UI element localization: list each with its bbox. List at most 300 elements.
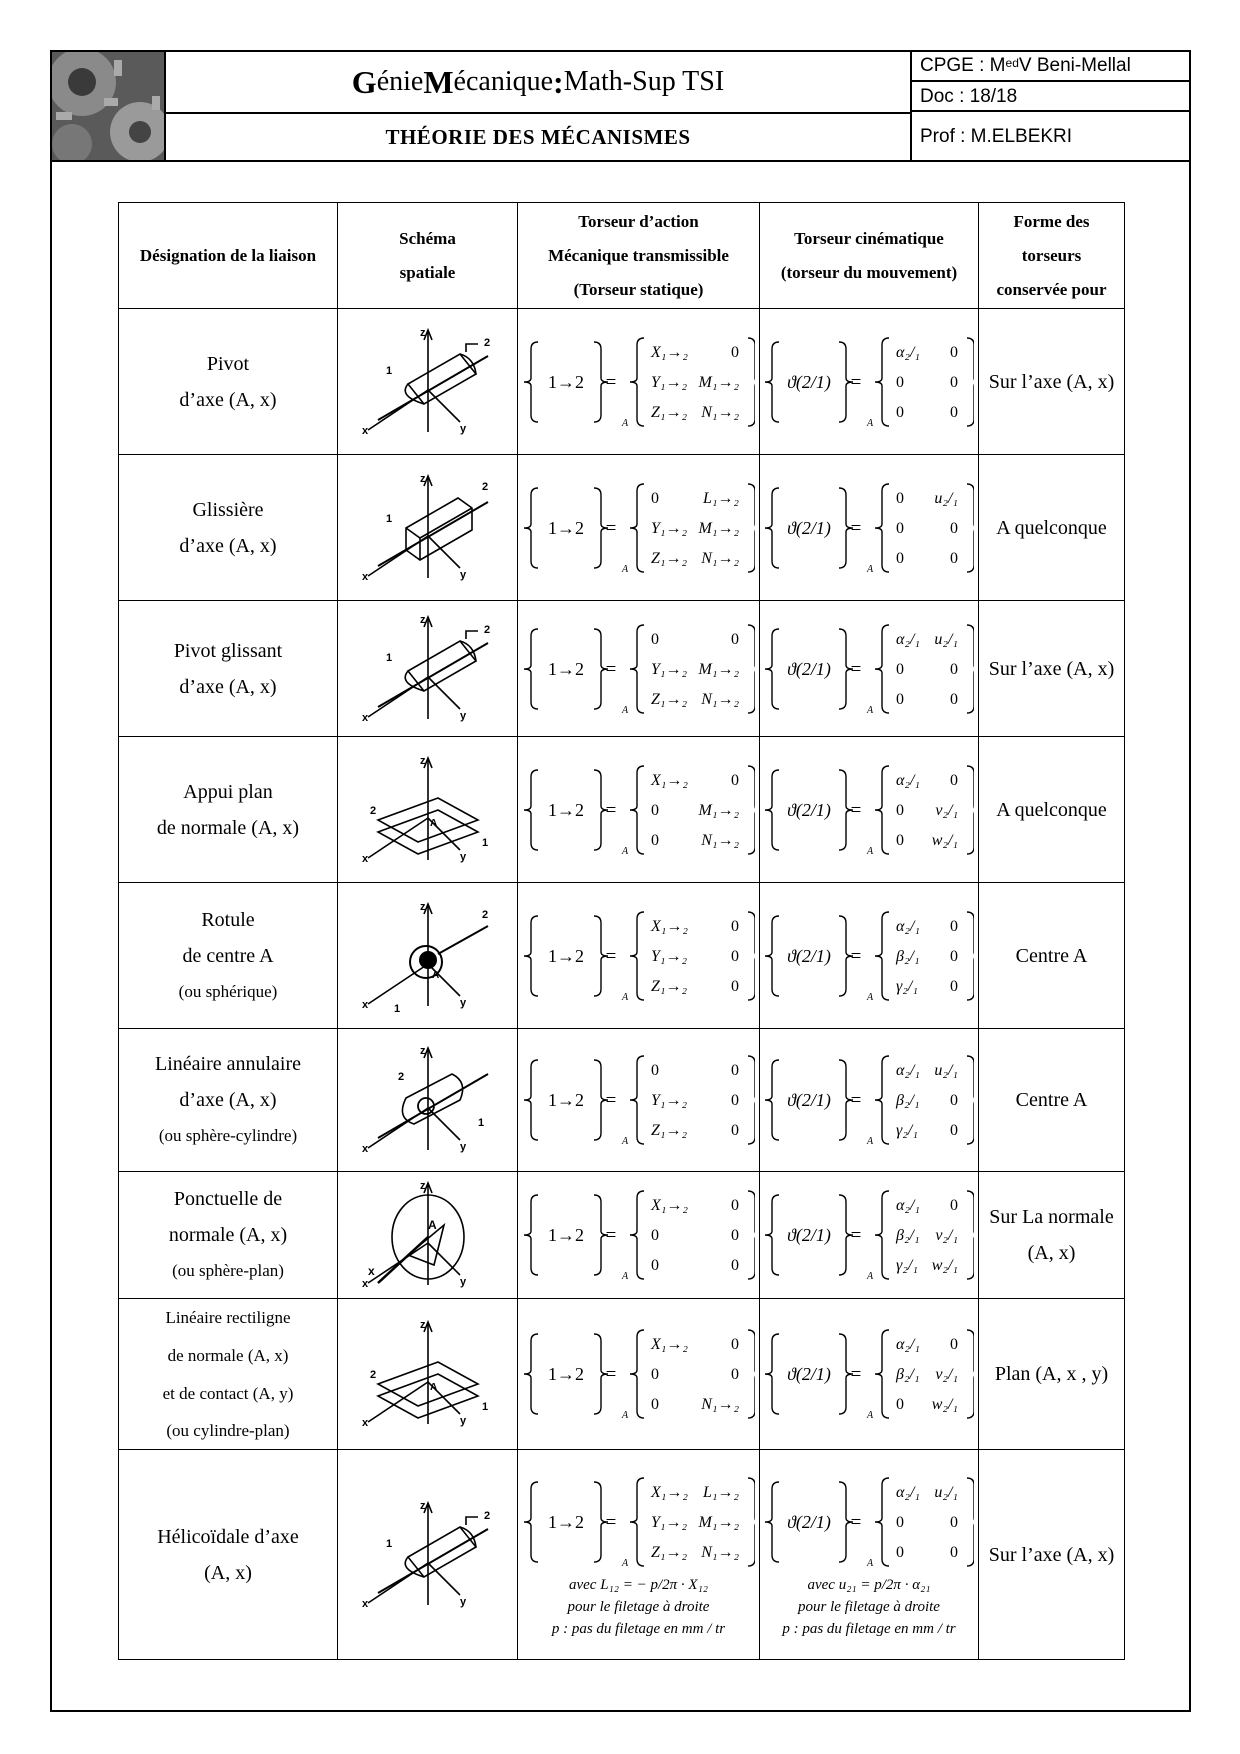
kin-lhs: ϑ(2/1) <box>787 799 831 820</box>
svg-text:z: z <box>419 754 425 767</box>
kin-cell-2-1: w₂/₁ <box>931 1257 958 1274</box>
kin-lhs: ϑ(2/1) <box>787 945 831 966</box>
page-title: G énie M écanique : Math-Sup TSI <box>166 52 912 114</box>
liaison-name <box>119 737 338 883</box>
liaison-name-line: d’axe (A, x) <box>179 534 277 557</box>
kinematic-note: avec u₂₁ = p/2π · α₂₁ <box>807 1576 931 1593</box>
liaison-name-line: et de contact (A, y) <box>162 1384 294 1403</box>
svg-text:y: y <box>459 1276 466 1288</box>
conserved-form: Centre A <box>979 883 1125 1029</box>
static-cell-2-1: N₁→₂ <box>700 831 739 849</box>
svg-text:2: 2 <box>483 1509 490 1522</box>
kin-cell-0-1: u₂/₁ <box>934 489 958 507</box>
static-torsor <box>523 330 755 434</box>
svg-text:1: 1 <box>481 836 488 849</box>
static-cell-1-1: 0 <box>730 1227 739 1244</box>
static-cell-0-0: X₁→₂ <box>650 917 688 935</box>
static-lhs: 1→2 <box>547 799 584 820</box>
svg-text:z: z <box>419 900 425 913</box>
conserved-form: Sur l’axe (A, x) <box>979 601 1125 737</box>
col-kinematic: Torseur cinématique (torseur du mouvement) <box>760 203 979 309</box>
kinematic-torsor-cell <box>760 455 979 601</box>
schema-cell <box>338 309 518 455</box>
static-cell-1-0: Y₁→₂ <box>650 1092 687 1109</box>
static-note: avec L₁₂ = − p/2π · X₁₂ <box>568 1576 708 1593</box>
static-note: p : pas du filetage en mm / tr <box>551 1620 726 1637</box>
kin-cell-2-0: 0 <box>896 1543 904 1561</box>
table-row <box>119 455 1125 601</box>
static-point-label: A <box>621 991 628 1003</box>
kin-point-label: A <box>866 417 874 429</box>
kin-cell-0-0: α₂/₁ <box>896 630 920 648</box>
kin-lhs: ϑ(2/1) <box>787 1364 831 1384</box>
static-torsor-cell <box>518 737 760 883</box>
static-cell-0-1: 0 <box>730 630 739 648</box>
kin-cell-1-0: 0 <box>896 801 904 819</box>
static-cell-1-1: M₁→₂ <box>698 660 739 678</box>
schema-drawing-1 <box>348 468 508 588</box>
kin-point-label: A <box>866 563 874 575</box>
kin-cell-2-1: 0 <box>950 1543 958 1561</box>
static-cell-2-0: Z₁→₂ <box>650 549 687 567</box>
schema-drawing-6 <box>348 1175 508 1295</box>
svg-text:A: A <box>427 1218 437 1232</box>
kin-cell-2-0: 0 <box>896 690 904 708</box>
kin-cell-1-0: β₂/₁ <box>896 1227 920 1244</box>
kin-cell-1-1: 0 <box>950 373 958 391</box>
static-cell-1-1: M₁→₂ <box>698 801 739 819</box>
kinematic-torsor-cell <box>760 1450 979 1660</box>
kin-equals: = <box>850 1511 862 1533</box>
kin-cell-1-1: 0 <box>950 519 958 537</box>
kin-lhs: ϑ(2/1) <box>787 1090 831 1110</box>
static-lhs: 1→2 <box>547 658 584 679</box>
svg-text:z: z <box>419 472 425 485</box>
schema-drawing-4 <box>348 896 508 1016</box>
schema-drawing-0 <box>348 322 508 442</box>
kin-cell-2-1: 0 <box>950 549 958 567</box>
kin-cell-2-0: γ₂/₁ <box>896 977 918 995</box>
liaison-name <box>119 455 338 601</box>
kin-torsor <box>764 617 974 721</box>
kin-equals: = <box>850 1090 862 1111</box>
static-cell-2-1: N₁→₂ <box>700 690 739 708</box>
static-torsor-cell <box>518 455 760 601</box>
kin-cell-0-1: u₂/₁ <box>934 1483 958 1501</box>
static-cell-1-1: M₁→₂ <box>698 519 739 537</box>
kin-lhs: ϑ(2/1) <box>787 371 831 392</box>
kin-torsor <box>764 476 974 580</box>
static-torsor <box>523 758 755 862</box>
static-cell-2-0: Z₁→₂ <box>650 1122 687 1139</box>
kin-torsor <box>764 1183 974 1287</box>
table-row <box>119 1450 1125 1660</box>
table-row <box>119 737 1125 883</box>
kin-cell-2-1: 0 <box>950 1122 958 1139</box>
liaison-name <box>119 309 338 455</box>
static-torsor <box>523 476 755 580</box>
kinematic-torsor-cell <box>760 309 979 455</box>
liaison-name-line: Pivot <box>206 352 250 375</box>
static-cell-1-0: Y₁→₂ <box>650 519 687 537</box>
static-cell-2-0: Z₁→₂ <box>650 977 687 995</box>
svg-text:x: x <box>361 1417 368 1429</box>
svg-text:y: y <box>459 422 466 435</box>
static-cell-1-0: Y₁→₂ <box>650 1513 687 1531</box>
kin-lhs: ϑ(2/1) <box>787 658 831 679</box>
kin-lhs: ϑ(2/1) <box>787 1511 831 1532</box>
svg-text:2: 2 <box>481 908 488 921</box>
conserved-form: A quelconque <box>979 455 1125 601</box>
liaison-name <box>119 1450 338 1660</box>
liaison-name-line: d’axe (A, x) <box>179 1089 277 1111</box>
svg-text:x: x <box>361 1143 368 1155</box>
svg-text:A: A <box>429 817 437 829</box>
kin-cell-1-0: 0 <box>896 660 904 678</box>
svg-text:1: 1 <box>481 1401 488 1413</box>
static-cell-0-1: L₁→₂ <box>702 1483 739 1501</box>
static-cell-1-1: 0 <box>730 947 739 965</box>
kin-cell-2-0: 0 <box>896 549 904 567</box>
schema-cell <box>338 883 518 1029</box>
static-torsor-cell <box>518 1299 760 1450</box>
static-cell-0-1: 0 <box>730 1062 739 1079</box>
static-cell-0-1: L₁→₂ <box>702 489 739 507</box>
liaison-name-line: Linéaire rectiligne <box>165 1308 291 1327</box>
kin-cell-1-1: 0 <box>950 947 958 965</box>
kin-cell-0-1: 0 <box>950 343 958 361</box>
svg-text:1: 1 <box>385 364 392 377</box>
static-lhs: 1→2 <box>547 1511 584 1532</box>
liaison-name <box>119 1172 338 1299</box>
kin-cell-1-0: β₂/₁ <box>896 947 920 965</box>
svg-text:y: y <box>459 1595 466 1608</box>
schema-drawing-2 <box>348 609 508 729</box>
static-lhs: 1→2 <box>547 1090 584 1110</box>
static-equals: = <box>605 945 616 967</box>
kin-lhs: ϑ(2/1) <box>787 517 831 538</box>
static-cell-2-1: 0 <box>730 977 739 995</box>
conserved-form: Sur La normale (A, x) <box>979 1172 1125 1299</box>
static-lhs: 1→2 <box>547 1364 584 1384</box>
static-torsor <box>523 1183 755 1287</box>
static-equals: = <box>605 1364 616 1385</box>
conserved-form: Sur l’axe (A, x) <box>979 1450 1125 1660</box>
svg-text:z: z <box>419 613 425 626</box>
svg-text:2: 2 <box>397 1071 404 1083</box>
svg-text:x: x <box>361 424 368 437</box>
static-cell-0-1: 0 <box>730 771 739 789</box>
static-torsor-cell <box>518 1029 760 1172</box>
static-cell-2-1: N₁→₂ <box>700 403 739 421</box>
liaison-note: (ou sphère-plan) <box>172 1261 284 1280</box>
static-cell-1-0: 0 <box>650 1227 659 1244</box>
liaison-name-line: Glissière <box>192 498 264 521</box>
static-point-label: A <box>621 1136 628 1147</box>
static-torsor <box>523 1048 755 1152</box>
gears-logo-icon <box>52 52 166 160</box>
static-note: pour le filetage à droite <box>567 1598 710 1615</box>
kin-cell-2-0: 0 <box>896 403 904 421</box>
table-row <box>119 1029 1125 1172</box>
static-cell-0-1: 0 <box>730 917 739 935</box>
kin-point-label: A <box>866 1410 874 1421</box>
static-cell-2-1: N₁→₂ <box>700 1396 739 1413</box>
kin-cell-1-0: β₂/₁ <box>896 1092 920 1109</box>
static-cell-2-1: N₁→₂ <box>700 549 739 567</box>
kin-torsor <box>764 758 974 862</box>
static-cell-1-1: M₁→₂ <box>698 373 739 391</box>
svg-text:z: z <box>419 1499 425 1512</box>
liaison-name-line: de normale (A, x) <box>156 816 300 839</box>
static-torsor-cell <box>518 1450 760 1660</box>
kin-equals: = <box>850 371 862 393</box>
static-point-label: A <box>621 845 628 857</box>
kin-cell-1-1: 0 <box>950 1092 958 1109</box>
kin-cell-2-1: 0 <box>950 977 958 995</box>
conserved-form: A quelconque <box>979 737 1125 883</box>
table-row <box>119 309 1125 455</box>
schema-drawing-5 <box>348 1040 508 1160</box>
svg-text:1: 1 <box>393 1002 400 1015</box>
static-torsor-cell <box>518 309 760 455</box>
static-torsor-cell <box>518 883 760 1029</box>
kin-cell-1-1: 0 <box>950 660 958 678</box>
static-cell-1-0: 0 <box>650 801 659 819</box>
schema-cell <box>338 737 518 883</box>
kin-cell-0-1: 0 <box>950 917 958 935</box>
static-equals: = <box>605 799 616 821</box>
kin-cell-1-1: v₂/₁ <box>935 1366 958 1383</box>
table-row <box>119 1172 1125 1299</box>
col-schema: Schéma spatiale <box>338 203 518 309</box>
schema-cell <box>338 601 518 737</box>
school-label: CPGE : M $^{ed}$ V Beni-Mellal <box>912 52 1189 82</box>
kin-cell-0-0: α₂/₁ <box>896 1483 920 1501</box>
kinematic-note: p : pas du filetage en mm / tr <box>782 1620 956 1637</box>
static-torsor <box>523 1322 755 1426</box>
kin-cell-1-0: 0 <box>896 1513 904 1531</box>
kin-cell-2-0: γ₂/₁ <box>896 1257 918 1274</box>
static-cell-0-0: 0 <box>650 630 659 648</box>
static-cell-2-0: 0 <box>650 831 659 849</box>
kin-equals: = <box>850 945 862 967</box>
liaison-name-line: Ponctuelle de <box>173 1188 283 1210</box>
static-cell-1-0: Y₁→₂ <box>650 947 687 965</box>
svg-text:x: x <box>361 1278 368 1290</box>
kin-cell-2-0: 0 <box>896 831 904 849</box>
kin-torsor <box>764 330 974 434</box>
svg-text:y: y <box>459 1141 466 1153</box>
liaison-note: (ou sphérique) <box>178 981 278 1001</box>
schema-cell <box>338 1450 518 1660</box>
kin-cell-1-0: 0 <box>896 519 904 537</box>
static-cell-0-0: X₁→₂ <box>650 1483 688 1501</box>
static-equals: = <box>605 1090 616 1111</box>
svg-text:z: z <box>419 1045 425 1057</box>
liaison-name-line: de normale (A, x) <box>167 1346 289 1365</box>
liaison-name-line: Appui plan <box>183 780 273 803</box>
kin-cell-0-0: α₂/₁ <box>896 1062 920 1079</box>
static-torsor <box>523 1470 755 1574</box>
kin-cell-0-0: α₂/₁ <box>896 1336 920 1353</box>
schema-drawing-3 <box>348 750 508 870</box>
liaison-name-line: (A, x) <box>204 1561 252 1584</box>
kin-cell-0-0: 0 <box>896 489 904 507</box>
conserved-form: Sur l’axe (A, x) <box>979 309 1125 455</box>
static-cell-1-0: Y₁→₂ <box>650 373 687 391</box>
kin-torsor <box>764 1322 974 1426</box>
page-subtitle: THÉORIE DES MÉCANISMES <box>166 114 912 160</box>
svg-text:y: y <box>459 1415 466 1427</box>
svg-text:x: x <box>367 1264 375 1278</box>
table-header-row <box>119 203 1125 309</box>
svg-text:A: A <box>431 969 439 981</box>
kin-cell-0-1: 0 <box>950 1197 958 1214</box>
static-lhs: 1→2 <box>547 1225 584 1245</box>
kinematic-torsor-cell <box>760 1172 979 1299</box>
liaison-name-line: de centre A <box>182 944 274 967</box>
static-cell-2-0: Z₁→₂ <box>650 1543 687 1561</box>
kin-cell-1-1: v₂/₁ <box>935 801 958 819</box>
svg-text:y: y <box>459 996 466 1009</box>
static-cell-0-0: 0 <box>650 1062 659 1079</box>
svg-text:1: 1 <box>385 651 392 664</box>
kin-point-label: A <box>866 1136 874 1147</box>
kin-cell-1-1: 0 <box>950 1513 958 1531</box>
svg-text:z: z <box>419 1180 425 1192</box>
static-cell-1-1: M₁→₂ <box>698 1513 739 1531</box>
static-cell-0-1: 0 <box>730 1197 739 1214</box>
static-cell-2-0: 0 <box>650 1396 659 1413</box>
static-cell-2-0: Z₁→₂ <box>650 403 687 421</box>
liaison-name-line: d’axe (A, x) <box>179 675 277 698</box>
static-point-label: A <box>621 563 628 575</box>
static-lhs: 1→2 <box>547 945 584 966</box>
kin-cell-1-0: 0 <box>896 373 904 391</box>
kin-cell-2-1: 0 <box>950 690 958 708</box>
static-cell-2-0: Z₁→₂ <box>650 690 687 708</box>
doc-label: Doc : 18/18 <box>912 84 1189 112</box>
kin-cell-0-1: u₂/₁ <box>934 630 958 648</box>
static-equals: = <box>605 1225 616 1246</box>
kinematic-torsor-cell <box>760 1299 979 1450</box>
table-row <box>119 601 1125 737</box>
svg-text:z: z <box>419 326 425 339</box>
page-frame <box>50 50 1191 1712</box>
svg-text:1: 1 <box>385 512 392 525</box>
svg-text:1: 1 <box>385 1537 392 1550</box>
kin-torsor <box>764 1048 974 1152</box>
liaison-name-line: Linéaire annulaire <box>154 1053 302 1075</box>
schema-drawing-8 <box>348 1495 508 1615</box>
kin-cell-1-0: β₂/₁ <box>896 1366 920 1383</box>
kin-cell-2-1: w₂/₁ <box>931 1396 958 1413</box>
svg-text:y: y <box>459 850 466 863</box>
kin-cell-0-1: 0 <box>950 1336 958 1353</box>
col-static: Torseur d’action Mécanique transmissible (Torseur statique) <box>518 203 760 309</box>
static-cell-1-1: 0 <box>730 1366 739 1383</box>
kinematic-torsor-cell <box>760 1029 979 1172</box>
static-cell-2-1: N₁→₂ <box>700 1543 739 1561</box>
kin-cell-0-0: α₂/₁ <box>896 1197 920 1214</box>
liaison-name-line: Pivot glissant <box>173 639 283 662</box>
svg-text:2: 2 <box>369 804 376 817</box>
static-torsor-cell <box>518 601 760 737</box>
kin-cell-0-0: α₂/₁ <box>896 343 920 361</box>
static-equals: = <box>605 1511 616 1533</box>
kin-cell-0-0: α₂/₁ <box>896 917 920 935</box>
kin-point-label: A <box>866 845 874 857</box>
static-torsor-cell <box>518 1172 760 1299</box>
liaison-note: (ou cylindre-plan) <box>166 1421 290 1440</box>
kin-cell-1-1: v₂/₁ <box>935 1227 958 1244</box>
svg-text:2: 2 <box>483 623 490 636</box>
kin-point-label: A <box>866 1557 874 1569</box>
liaison-name-line: Hélicoïdale d’axe <box>157 1525 299 1548</box>
col-designation: Désignation de la liaison <box>119 203 338 309</box>
svg-text:x: x <box>361 1597 368 1610</box>
static-lhs: 1→2 <box>547 517 584 538</box>
static-point-label: A <box>621 704 628 716</box>
liaison-name-line: Rotule <box>201 908 255 931</box>
kin-cell-0-0: α₂/₁ <box>896 771 920 789</box>
static-cell-2-1: 0 <box>730 1122 739 1139</box>
svg-text:x: x <box>361 852 368 865</box>
static-torsor <box>523 904 755 1008</box>
kinematic-torsor-cell <box>760 737 979 883</box>
svg-text:2: 2 <box>481 480 488 493</box>
static-cell-1-0: 0 <box>650 1366 659 1383</box>
svg-text:y: y <box>459 709 466 722</box>
static-cell-0-0: X₁→₂ <box>650 771 688 789</box>
kin-equals: = <box>850 658 862 680</box>
liaison-name <box>119 1029 338 1172</box>
static-equals: = <box>605 517 616 539</box>
conserved-form: Plan (A, x , y) <box>979 1299 1125 1450</box>
static-point-label: A <box>621 1410 628 1421</box>
svg-text:1: 1 <box>477 1117 484 1129</box>
kin-torsor <box>764 904 974 1008</box>
static-lhs: 1→2 <box>547 371 584 392</box>
static-cell-1-0: Y₁→₂ <box>650 660 687 678</box>
static-equals: = <box>605 658 616 680</box>
liaisons-table <box>118 202 1125 1660</box>
kin-cell-2-0: 0 <box>896 1396 904 1413</box>
kinematic-torsor-cell <box>760 883 979 1029</box>
static-cell-0-0: 0 <box>650 489 659 507</box>
static-torsor <box>523 617 755 721</box>
svg-text:x: x <box>361 570 368 583</box>
static-cell-0-1: 0 <box>730 343 739 361</box>
liaison-name <box>119 883 338 1029</box>
kin-point-label: A <box>866 1271 874 1282</box>
schema-cell <box>338 455 518 601</box>
liaison-name-line: normale (A, x) <box>168 1224 288 1246</box>
static-cell-0-0: X₁→₂ <box>650 1197 688 1214</box>
schema-cell <box>338 1029 518 1172</box>
static-point-label: A <box>621 1271 628 1282</box>
kinematic-note: pour le filetage à droite <box>798 1598 940 1615</box>
svg-text:z: z <box>419 1319 425 1331</box>
kin-equals: = <box>850 517 862 539</box>
kin-cell-0-1: u₂/₁ <box>934 1062 958 1079</box>
static-cell-2-1: 0 <box>730 1257 739 1274</box>
static-cell-0-1: 0 <box>730 1336 739 1353</box>
liaison-name-line: d’axe (A, x) <box>179 388 277 411</box>
kin-equals: = <box>850 799 862 821</box>
svg-text:x: x <box>361 998 368 1011</box>
